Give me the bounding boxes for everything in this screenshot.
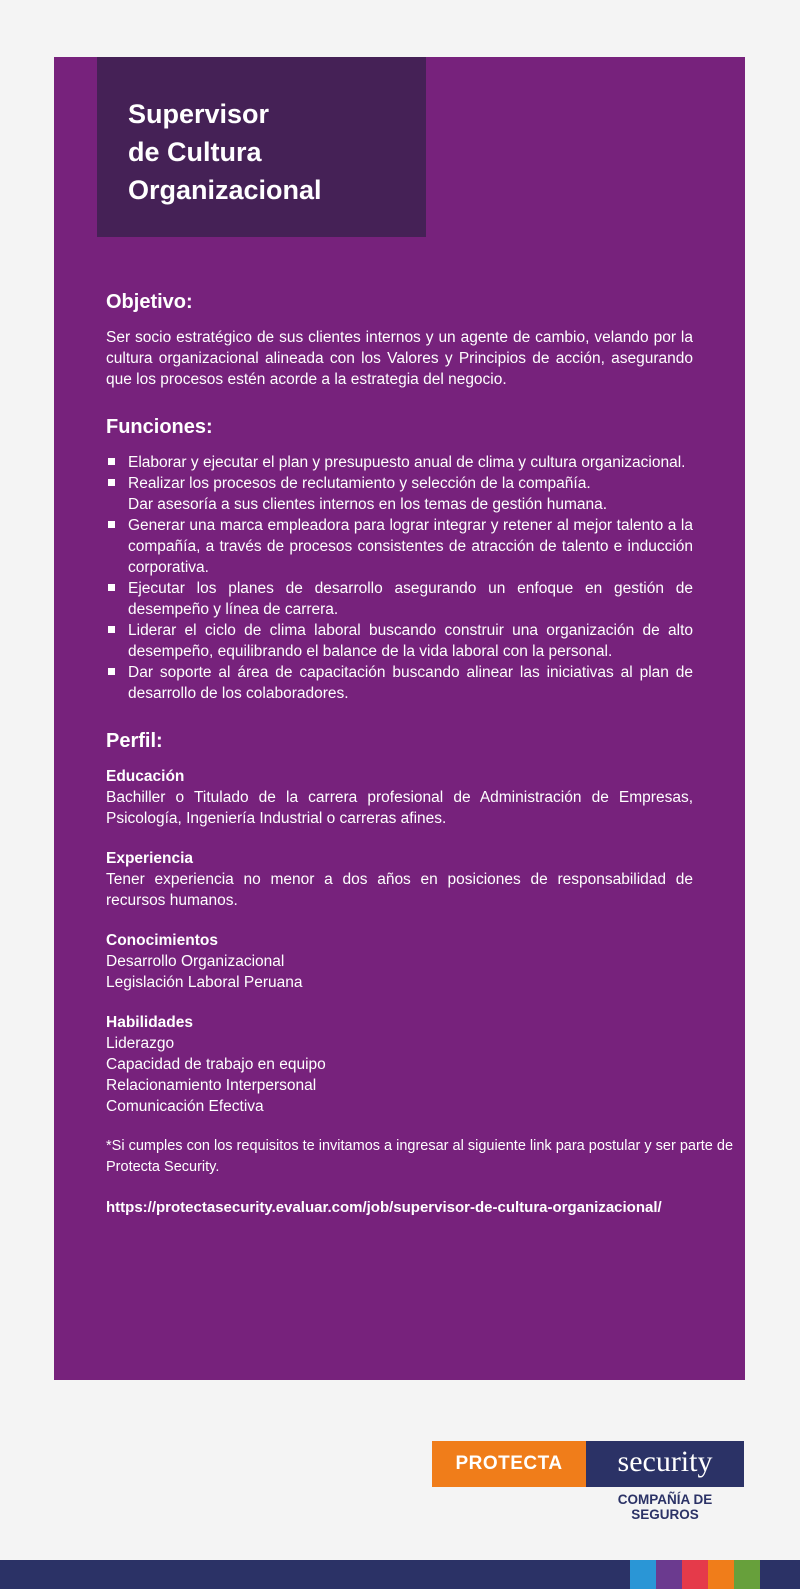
list-item-text: Ejecutar los planes de desarrollo asegurando un enfoque en gestión de desempeño y línea de carrera.: [128, 580, 693, 618]
conocimientos-block: [106, 930, 693, 993]
perfil-heading: Perfil:: [106, 730, 163, 752]
funciones-section: [106, 414, 693, 704]
list-item-text: Realizar los procesos de reclutamiento y selección de la compañía.: [128, 475, 591, 492]
company-logo: [432, 1441, 744, 1487]
job-title-line: Supervisor: [128, 99, 270, 129]
habilidades-block: [106, 1012, 693, 1117]
title-box: [97, 57, 426, 237]
application-note: *Si cumples con los requisitos te invitamos a ingresar al siguiente link para postular y ser parte de Protecta Security.: [106, 1138, 734, 1175]
square-bullet-icon: [108, 479, 115, 486]
educacion-block: [106, 766, 693, 829]
footer-stripe: [630, 1560, 656, 1589]
habilidad-item: Relacionamiento Interpersonal: [106, 1077, 317, 1094]
educacion-text: Bachiller o Titulado de la carrera profesional de Administración de Empresas, Psicología, Ingeniería Industrial o carreras afines.: [106, 789, 693, 827]
experiencia-label: Experiencia: [106, 850, 194, 867]
conocimiento-item: Desarrollo Organizacional: [106, 953, 285, 970]
footer-stripe: [682, 1560, 708, 1589]
application-link[interactable]: https://protectasecurity.evaluar.com/job/supervisor-de-cultura-organizacional/: [106, 1199, 662, 1216]
logo-protecta: PROTECTA: [432, 1441, 586, 1487]
logo-subtitle: COMPAÑÍA DE SEGUROS: [617, 1492, 713, 1522]
job-title: [128, 95, 322, 209]
conocimientos-label: Conocimientos: [106, 932, 218, 949]
footer-bar: [0, 1560, 800, 1589]
square-bullet-icon: [108, 458, 115, 465]
job-title-line: Organizacional: [128, 175, 322, 205]
habilidades-label: Habilidades: [106, 1014, 193, 1031]
job-content: [106, 289, 734, 1218]
logo-security: security: [586, 1441, 744, 1487]
square-bullet-icon: [108, 584, 115, 591]
footer-stripe: [708, 1560, 734, 1589]
list-item: [106, 662, 693, 704]
list-item-text: Dar asesoría a sus clientes internos en los temas de gestión humana.: [128, 496, 608, 513]
objetivo-heading: Objetivo:: [106, 291, 193, 313]
list-item-text: Dar soporte al área de capacitación buscando alinear las iniciativas al plan de desarrollo de los colaboradores.: [128, 664, 693, 702]
list-item-text: Liderar el ciclo de clima laboral buscando construir una organización de alto desempeño, equilibrando el balance de la vida laboral con la personal.: [128, 622, 693, 660]
experiencia-block: [106, 848, 693, 911]
footer-stripe: [734, 1560, 760, 1589]
list-item: [106, 473, 693, 494]
conocimiento-item: Legislación Laboral Peruana: [106, 974, 303, 991]
job-title-line: de Cultura: [128, 137, 262, 167]
list-item: [106, 452, 693, 473]
footer-stripe: [656, 1560, 682, 1589]
list-item-text: Generar una marca empleadora para lograr integrar y retener al mejor talento a la compañía, a través de procesos consistentes de atracción de talento e inducción corporativa.: [128, 517, 693, 576]
objetivo-section: [106, 289, 693, 390]
job-card: [54, 57, 745, 1380]
funciones-heading: Funciones:: [106, 416, 213, 438]
list-item: [106, 515, 693, 578]
funciones-list: [106, 452, 693, 704]
educacion-label: Educación: [106, 768, 185, 785]
square-bullet-icon: [108, 626, 115, 633]
habilidad-item: Capacidad de trabajo en equipo: [106, 1056, 326, 1073]
perfil-section: [106, 728, 693, 1117]
habilidad-item: Liderazgo: [106, 1035, 175, 1052]
list-item: [106, 494, 693, 515]
square-bullet-icon: [108, 668, 115, 675]
habilidad-item: Comunicación Efectiva: [106, 1098, 264, 1115]
experiencia-text: Tener experiencia no menor a dos años en posiciones de responsabilidad de recursos humanos.: [106, 871, 693, 909]
list-item: [106, 578, 693, 620]
objetivo-text: Ser socio estratégico de sus clientes internos y un agente de cambio, velando por la cultura organizacional alineada con los Valores y Principios de acción, asegurando que los procesos estén acorde a la estrategia del negocio.: [106, 329, 693, 388]
list-item-text: Elaborar y ejecutar el plan y presupuesto anual de clima y cultura organizacional.: [128, 454, 686, 471]
list-item: [106, 620, 693, 662]
square-bullet-icon: [108, 521, 115, 528]
